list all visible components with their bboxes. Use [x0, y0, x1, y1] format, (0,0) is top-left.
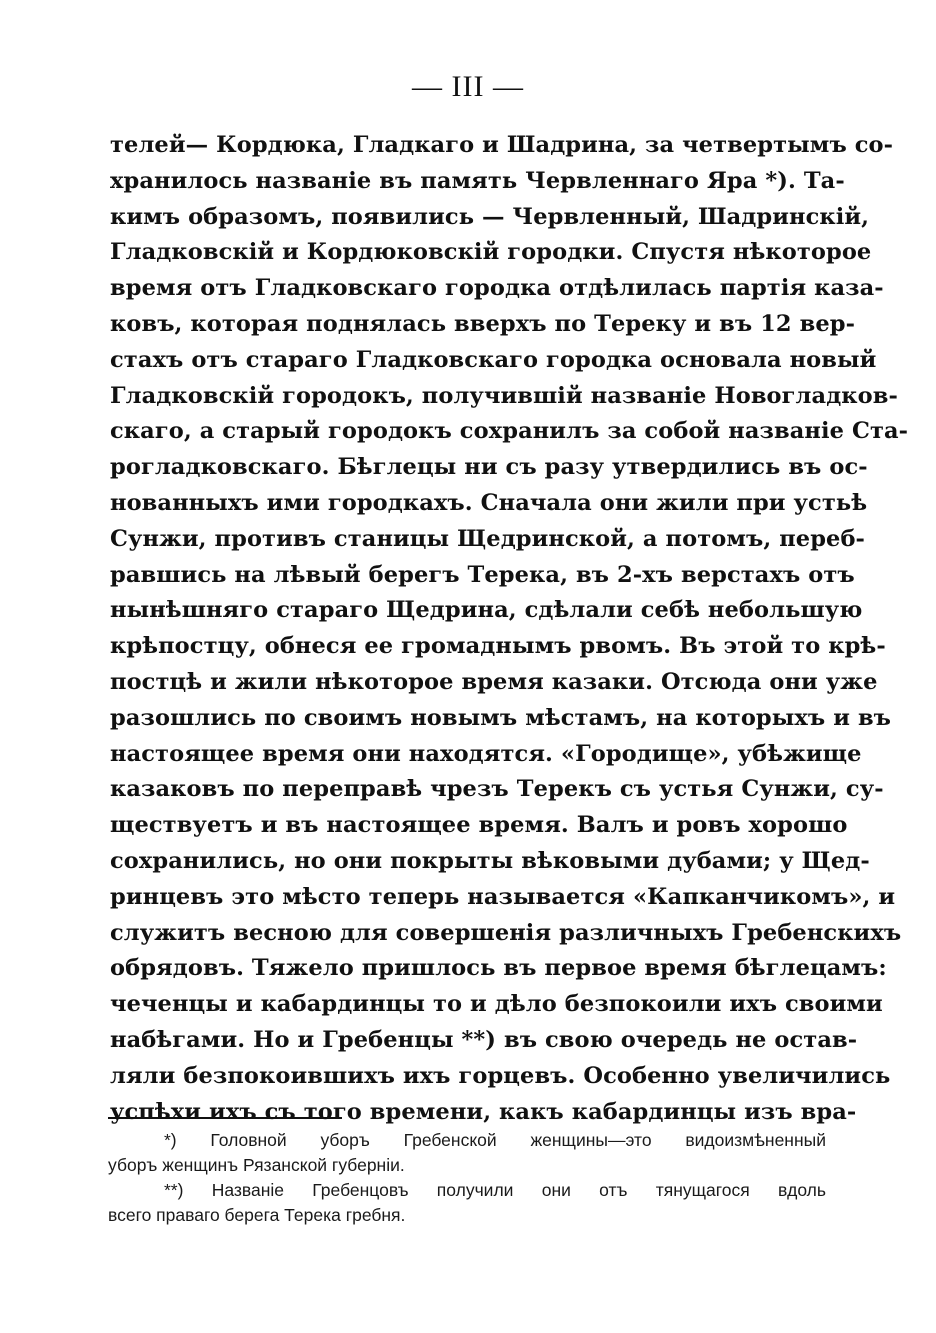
footnote-line: **) Названіе Гребенцовъ получили они отъ тянущагося вдоль	[164, 1180, 826, 1200]
footnote-line: *) Головной уборъ Гребенской женщины—это видоизмѣненный	[164, 1130, 826, 1150]
text-line: стахъ отъ стараго Гладковскаго городка основала новый	[110, 346, 877, 373]
text-line: хранилось названіе въ память Червленнаго Яра *). Та-	[110, 167, 845, 194]
text-line: скаго, а старый городокъ сохранилъ за собой названіе Ста-	[110, 418, 909, 445]
text-line: кимъ образомъ, появились — Червленный, Шадринскій,	[110, 203, 870, 230]
text-line: равшись на лѣвый берегъ Терека, въ 2-хъ верстахъ отъ	[110, 561, 855, 588]
text-line: ществуетъ и въ настоящее время. Валъ и ровъ хорошо	[110, 812, 848, 839]
text-line: постцѣ и жили нѣкоторое время казаки. Отсюда они уже	[110, 668, 878, 695]
text-line: ринцевъ это мѣсто теперь называется «Капканчикомъ», и	[110, 883, 896, 910]
text-line: крѣпостцу, обнеся ее громаднымъ рвомъ. Въ этой то крѣ-	[110, 633, 886, 660]
main-text	[110, 128, 909, 1130]
text-line: успѣхи ихъ съ того времени, какъ кабардинцы изъ вра-	[110, 1098, 857, 1125]
text-line: сохранились, но они покрыты вѣковыми дубами; у Щед-	[110, 847, 870, 874]
text-line: набѣгами. Но и Гребенцы **) въ свою очередь не остав-	[110, 1026, 858, 1053]
footnote-line: уборъ женщинъ Рязанской губерніи.	[108, 1155, 405, 1175]
text-line: служитъ весною для совершенія различныхъ Гребенскихъ	[110, 919, 902, 946]
text-line: казаковъ по переправѣ чрезъ Терекъ съ устья Сунжи, су-	[110, 776, 884, 803]
text-line: телей— Кордюка, Гладкаго и Шадрина, за четвертымъ со-	[110, 132, 894, 158]
footnotes	[108, 1128, 826, 1228]
text-line: ляли безпокоившихъ ихъ горцевъ. Особенно увеличились	[110, 1062, 891, 1089]
text-line: Гладковскій городокъ, получившій названіе Новогладков-	[110, 382, 898, 409]
text-line: рогладковскаго. Бѣглецы ни съ разу утвердились въ ос-	[110, 454, 868, 481]
text-line: Сунжи, противъ станицы Щедринской, а потомъ, переб-	[110, 525, 865, 552]
text-line: разошлись по своимъ новымъ мѣстамъ, на которыхъ и въ	[110, 704, 892, 731]
text-line: время отъ Гладковскаго городка отдѣлилась партія каза-	[110, 275, 884, 302]
footnote-line: всего праваго берега Терека гребня.	[108, 1205, 406, 1225]
text-line: Гладковскій и Кордюковскій городки. Спустя нѣкоторое	[110, 239, 872, 266]
footnote-divider	[108, 1117, 342, 1119]
text-line: обрядовъ. Тяжело пришлось въ первое время бѣглецамъ:	[110, 955, 887, 982]
text-line: настоящее время они находятся. «Городище», убѣжище	[110, 740, 862, 767]
text-line: чеченцы и кабардинцы то и дѣло безпокоили ихъ своими	[110, 991, 883, 1018]
text-line: нынѣшняго стараго Щедрина, сдѣлали себѣ небольшую	[110, 597, 863, 624]
text-line: ковъ, которая поднялась вверхъ по Тереку и въ 12 вер-	[110, 310, 856, 337]
page-number: — III —	[412, 70, 524, 103]
text-line: нованныхъ ими городкахъ. Сначала они жили при устьѣ	[110, 489, 868, 516]
